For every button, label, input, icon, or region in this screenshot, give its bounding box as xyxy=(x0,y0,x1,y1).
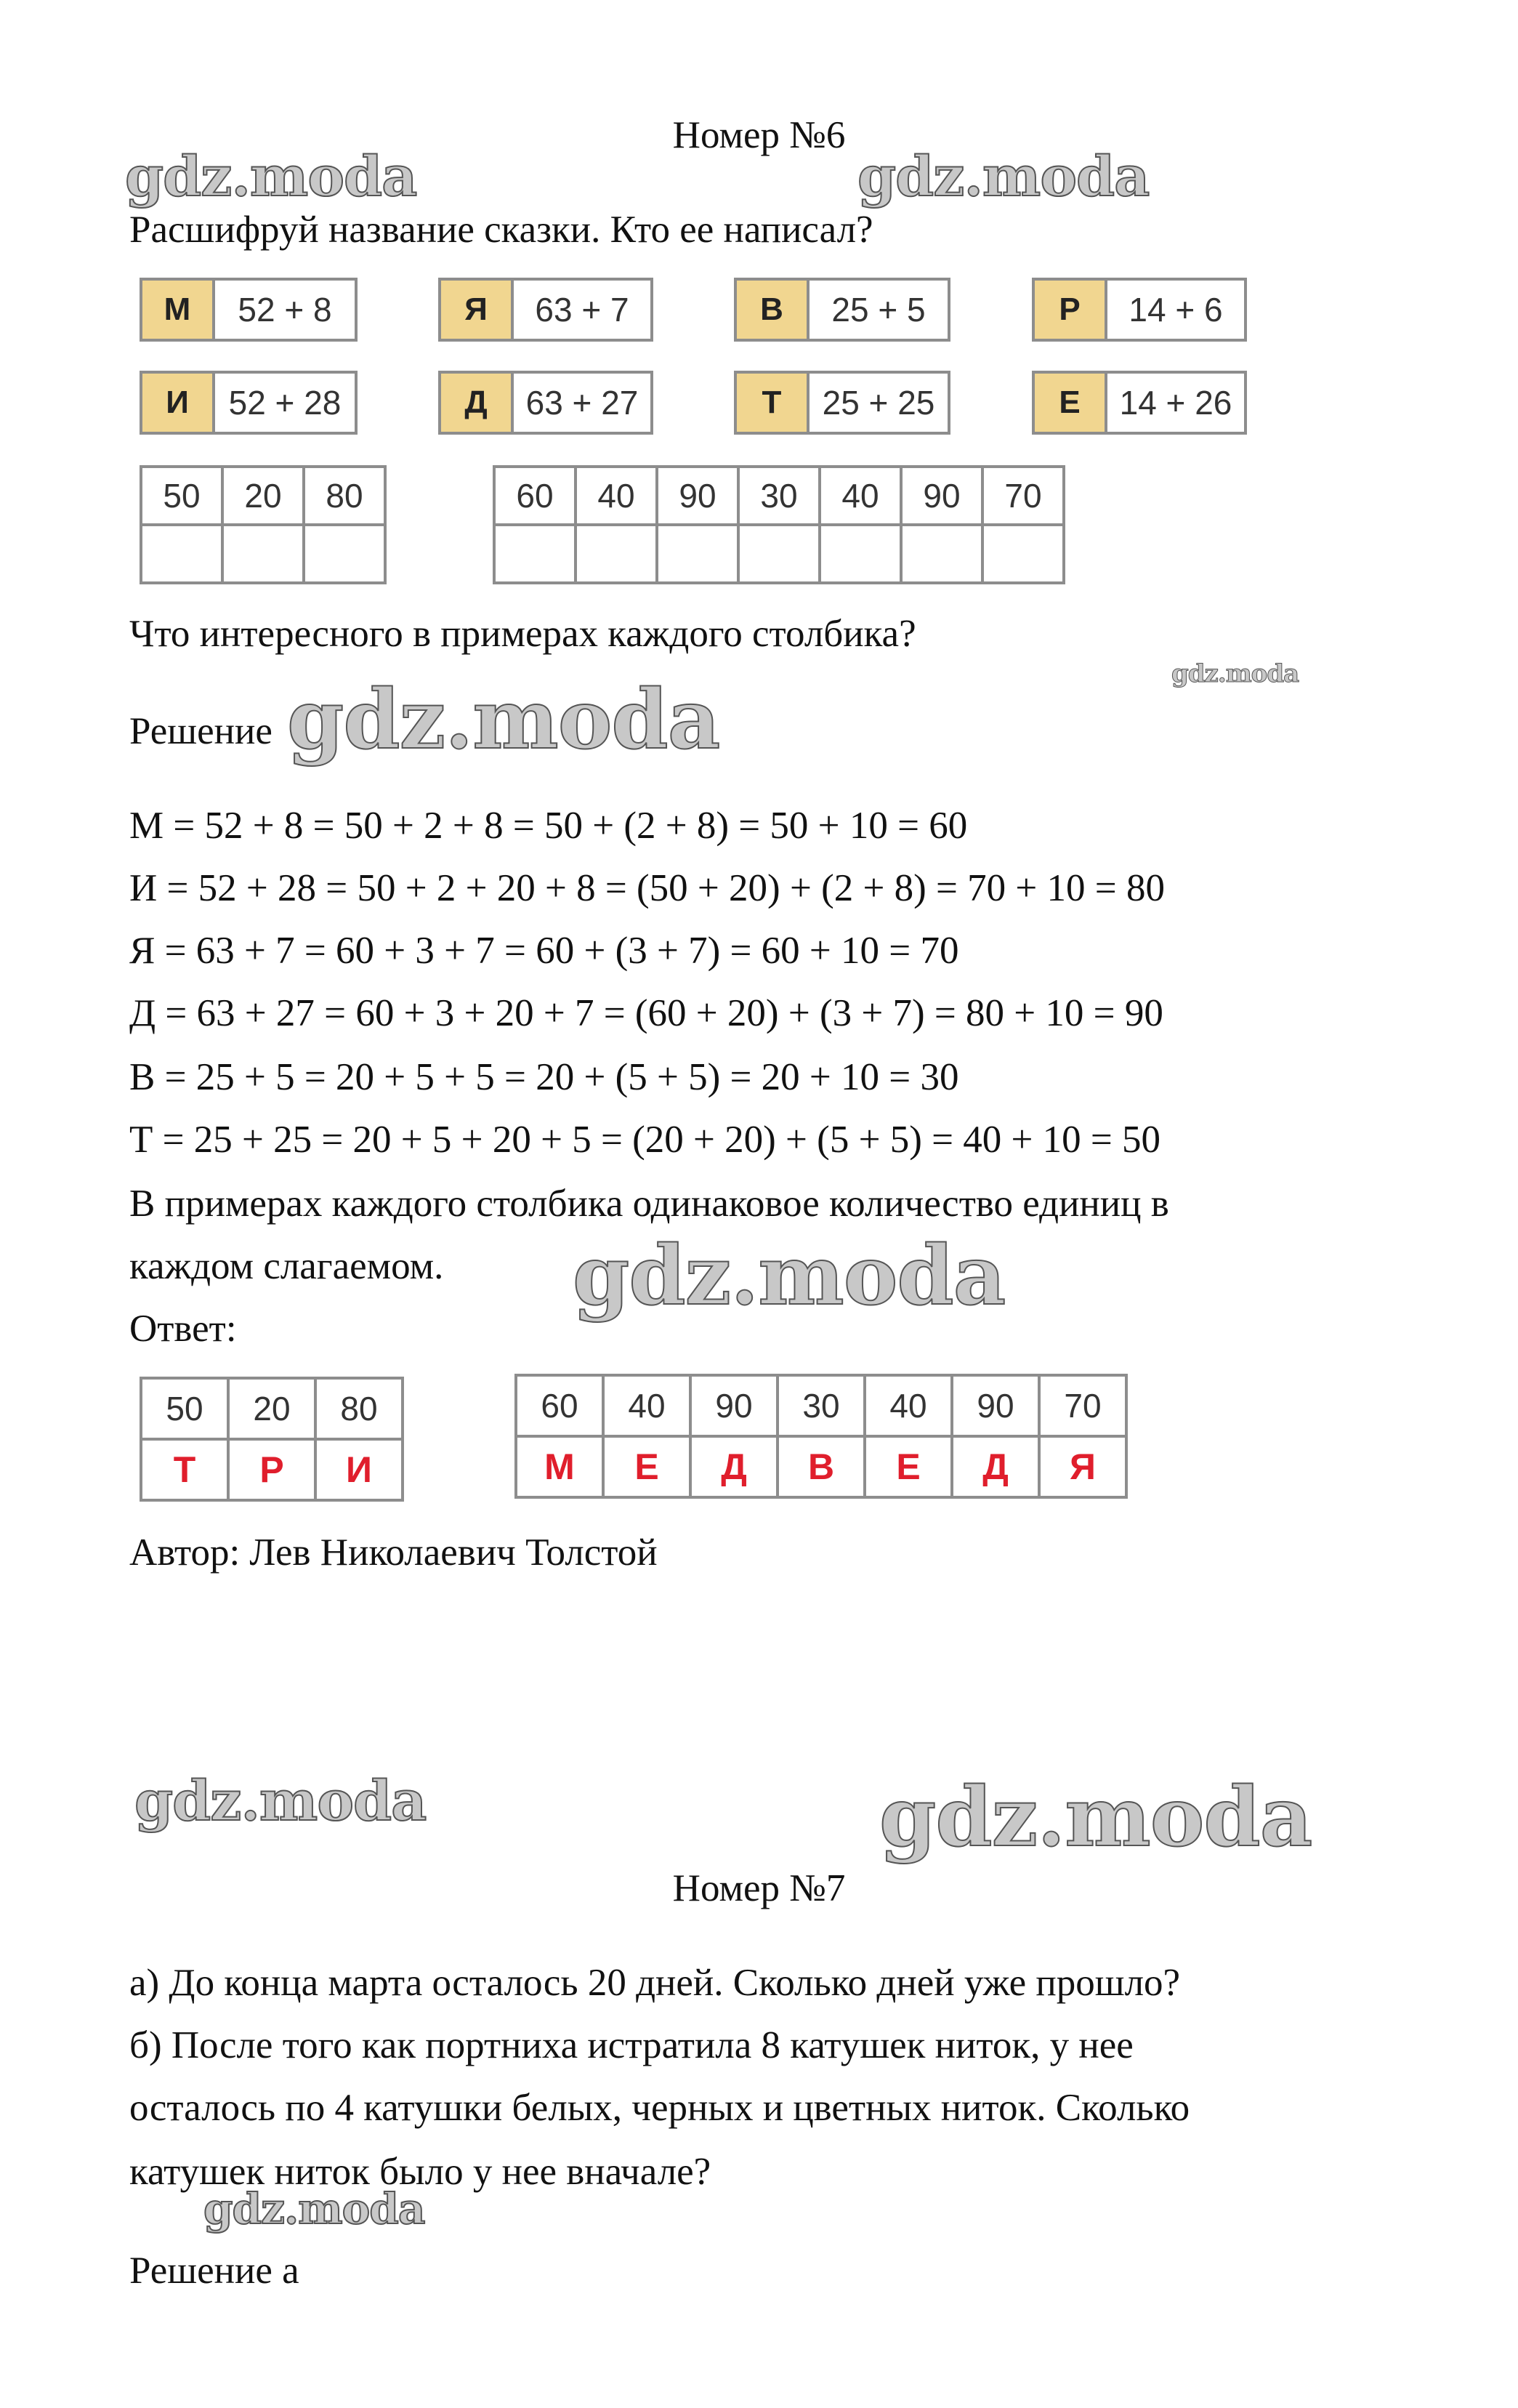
grid-number: 80 xyxy=(304,467,385,525)
task7-solution-label: Решение а xyxy=(129,2250,299,2292)
grid-blank xyxy=(141,525,222,583)
answer-grid-2 xyxy=(514,1374,1128,1499)
answer-letter: Т xyxy=(141,1439,228,1500)
card-r xyxy=(1032,278,1247,342)
card-letter: Т xyxy=(737,374,810,432)
grid-number: 60 xyxy=(494,467,576,525)
card-expression: 63 + 7 xyxy=(535,291,629,329)
answer-number: 70 xyxy=(1039,1375,1126,1436)
card-i xyxy=(140,371,358,435)
answer-letter: Я xyxy=(1039,1436,1126,1497)
answer-label: Ответ: xyxy=(129,1308,237,1350)
grid-blank xyxy=(738,525,820,583)
solution-line: В = 25 + 5 = 20 + 5 + 5 = 20 + (5 + 5) = 20 + 10 = 30 xyxy=(129,1056,959,1098)
answer-number: 60 xyxy=(516,1375,603,1436)
card-letter: Е xyxy=(1035,374,1107,432)
task7-heading: Номер №7 xyxy=(672,1867,846,1909)
answer-letter: Д xyxy=(690,1436,778,1497)
card-expression: 25 + 25 xyxy=(822,384,935,422)
solution-label: Решение xyxy=(129,710,272,752)
card-expression: 52 + 28 xyxy=(228,384,342,422)
task7-line-b: осталось по 4 катушки белых, черных и цветных ниток. Сколько xyxy=(129,2087,1190,2129)
grid-number: 20 xyxy=(222,467,304,525)
solution-line: Я = 63 + 7 = 60 + 3 + 7 = 60 + (3 + 7) = 60 + 10 = 70 xyxy=(129,930,959,972)
cipher-grid-2 xyxy=(493,465,1065,584)
card-expression: 25 + 5 xyxy=(831,291,926,329)
answer-letter: М xyxy=(516,1436,603,1497)
grid-blank xyxy=(494,525,576,583)
card-letter: Д xyxy=(441,374,514,432)
solution-line: М = 52 + 8 = 50 + 2 + 8 = 50 + (2 + 8) = 50 + 10 = 60 xyxy=(129,805,968,847)
task6-prompt: Расшифруй название сказки. Кто ее написал? xyxy=(129,209,873,251)
grid-blank xyxy=(657,525,738,583)
card-v xyxy=(734,278,950,342)
answer-number: 80 xyxy=(315,1378,403,1439)
answer-letter: И xyxy=(315,1439,403,1500)
grid-blank xyxy=(901,525,982,583)
task7-line-b: катушек ниток было у нее вначале? xyxy=(129,2151,711,2193)
task6-question: Что интересного в примерах каждого столбика? xyxy=(129,613,916,655)
solution-line: Т = 25 + 25 = 20 + 5 + 20 + 5 = (20 + 20) + (5 + 5) = 40 + 10 = 50 xyxy=(129,1119,1161,1161)
answer-letter: Р xyxy=(228,1439,315,1500)
card-ya xyxy=(438,278,653,342)
grid-blank xyxy=(576,525,657,583)
card-letter: М xyxy=(142,281,215,339)
grid-number: 90 xyxy=(657,467,738,525)
grid-blank xyxy=(982,525,1064,583)
answer-number: 40 xyxy=(865,1375,952,1436)
card-m xyxy=(140,278,358,342)
watermark: gdz.moda xyxy=(287,672,720,768)
solution-line: И = 52 + 28 = 50 + 2 + 20 + 8 = (50 + 20) + (2 + 8) = 70 + 10 = 80 xyxy=(129,867,1165,909)
grid-blank xyxy=(304,525,385,583)
grid-number: 40 xyxy=(576,467,657,525)
card-letter: Я xyxy=(441,281,514,339)
answer-number: 40 xyxy=(603,1375,690,1436)
card-letter: В xyxy=(737,281,810,339)
answer-number: 90 xyxy=(952,1375,1039,1436)
watermark: gdz.moda xyxy=(134,1768,427,1833)
watermark: gdz.moda xyxy=(1171,659,1299,688)
card-expression: 63 + 27 xyxy=(525,384,639,422)
card-expression: 14 + 6 xyxy=(1129,291,1223,329)
grid-number: 90 xyxy=(901,467,982,525)
card-d xyxy=(438,371,653,435)
grid-blank xyxy=(222,525,304,583)
task7-line-b: б) После того как портниха истратила 8 катушек ниток, у нее xyxy=(129,2024,1134,2066)
card-letter: И xyxy=(142,374,215,432)
answer-number: 20 xyxy=(228,1378,315,1439)
grid-number: 30 xyxy=(738,467,820,525)
solution-line: Д = 63 + 27 = 60 + 3 + 20 + 7 = (60 + 20) + (3 + 7) = 80 + 10 = 90 xyxy=(129,992,1163,1034)
answer-number: 30 xyxy=(778,1375,865,1436)
card-t xyxy=(734,371,950,435)
card-expression: 52 + 8 xyxy=(238,291,332,329)
watermark: gdz.moda xyxy=(857,144,1150,209)
watermark: gdz.moda xyxy=(125,144,417,209)
answer-number: 50 xyxy=(141,1378,228,1439)
task7-line-a: а) До конца марта осталось 20 дней. Сколько дней уже прошло? xyxy=(129,1962,1181,2004)
answer-letter: Е xyxy=(603,1436,690,1497)
card-letter: Р xyxy=(1035,281,1107,339)
answer-letter: Е xyxy=(865,1436,952,1497)
author-line: Автор: Лев Николаевич Толстой xyxy=(129,1531,658,1574)
conclusion-line: каждом слагаемом. xyxy=(129,1245,444,1287)
watermark: gdz.moda xyxy=(573,1228,1006,1324)
grid-number: 70 xyxy=(982,467,1064,525)
grid-number: 40 xyxy=(820,467,901,525)
answer-letter: Д xyxy=(952,1436,1039,1497)
grid-number: 50 xyxy=(141,467,222,525)
card-expression: 14 + 26 xyxy=(1119,384,1232,422)
task6-heading: Номер №6 xyxy=(672,114,846,156)
answer-letter: В xyxy=(778,1436,865,1497)
card-e xyxy=(1032,371,1247,435)
conclusion-line: В примерах каждого столбика одинаковое количество единиц в xyxy=(129,1183,1169,1225)
cipher-grid-1 xyxy=(140,465,387,584)
answer-grid-1 xyxy=(140,1377,404,1502)
grid-blank xyxy=(820,525,901,583)
answer-number: 90 xyxy=(690,1375,778,1436)
watermark: gdz.moda xyxy=(203,2184,425,2234)
watermark: gdz.moda xyxy=(879,1770,1312,1865)
